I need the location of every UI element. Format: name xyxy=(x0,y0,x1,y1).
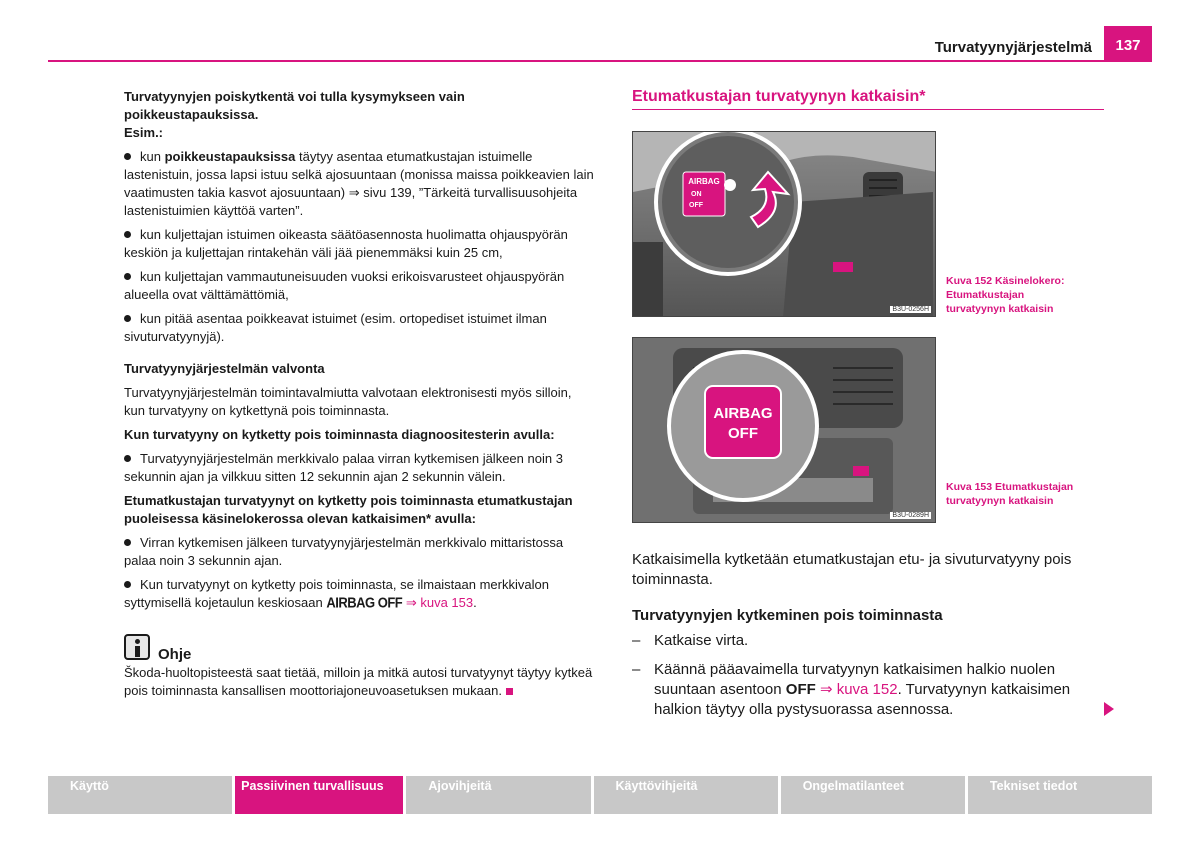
bullet-text-pre: kun xyxy=(140,149,165,164)
glovebox-illustration xyxy=(633,132,936,317)
list-item xyxy=(124,148,596,220)
page-number: 137 xyxy=(1104,26,1152,62)
footer-nav xyxy=(48,776,1152,814)
page-header xyxy=(48,24,1152,62)
bullet-icon xyxy=(124,455,131,462)
right-sub-heading: Turvatyynyjen kytkeminen pois toiminnasta xyxy=(632,607,943,624)
right-column xyxy=(632,88,1104,110)
figure-152-image xyxy=(632,131,936,317)
list-item xyxy=(124,534,596,570)
bullet-text: kun kuljettajan istuimen oikeasta säätöasennosta huolimatta ohjauspyörän keskiön ja kuljettajan rintakehän väli jää pienemmäksi kuin 25 cm, xyxy=(124,227,568,260)
dashboard-illustration xyxy=(633,338,936,523)
info-icon xyxy=(124,634,150,660)
step-1 xyxy=(632,631,1102,651)
right-heading: Etumatkustajan turvatyynyn katkaisin* xyxy=(632,88,1104,110)
step-2 xyxy=(632,660,1102,720)
step-2-text xyxy=(654,660,1102,720)
figure-code: B3U-0289H xyxy=(892,512,929,519)
list-item xyxy=(124,268,596,304)
diag-heading: Kun turvatyyny on kytketty pois toiminnasta diagnoositesterin avulla: xyxy=(124,427,555,442)
bullet-text: Virran kytkemisen jälkeen turvatyynyjärjestelmän merkkivalo mittaristossa palaa noin 3 sekunnin ajan. xyxy=(124,535,564,568)
bullet-text: täytyy asentaa etumatkustajan istuimelle lastenistuin, jossa lapsi istuu selkä ajosuuntaan (monissa maissa poikkeavien lain vaatimusten takia kasvot ajosuuntaan) ⇒ sivu 139, ”Tärkeitä turvallisuusohjeita lastenistuimien käyttöä varten”. xyxy=(124,149,594,218)
bullet-text: kun kuljettajan vammautuneisuuden vuoksi erikoisvarusteet ohjauspyörän alueella ovat välttämättömiä, xyxy=(124,269,565,302)
note-text xyxy=(124,664,596,700)
figure-153-image xyxy=(632,337,936,523)
end-mark-icon xyxy=(506,688,513,695)
figure-152-caption: Kuva 152 Käsinelokero: Etumatkustajan turvatyynyn katkaisin xyxy=(946,275,1065,315)
intro-line1: Turvatyynyjen poiskytkentä voi tulla kysymykseen vain poikkeustapauksissa. xyxy=(124,89,465,122)
left-column xyxy=(124,88,596,706)
section-title: Turvatyynyjärjestelmä xyxy=(934,39,1092,56)
note-header xyxy=(124,634,596,663)
bullet-text-end: . xyxy=(473,595,477,610)
bullet-text: Turvatyynyjärjestelmän merkkivalo palaa virran kytkemisen jälkeen noin 3 sekunnin ajan ja vilkkuu sitten 12 sekunnin ajan 2 sekunnin välein. xyxy=(124,451,563,484)
bullet-icon xyxy=(124,315,131,322)
airbag-off-symbol: AIRBAG OFF xyxy=(326,594,403,611)
bullet-icon xyxy=(124,539,131,546)
monitoring-heading: Turvatyynyjärjestelmän valvonta xyxy=(124,361,325,376)
list-item xyxy=(124,310,596,346)
bullet-icon xyxy=(124,153,131,160)
bullet-icon xyxy=(124,581,131,588)
step-dash: – xyxy=(632,661,641,678)
step-2-pre: Käännä pääavaimella turvatyynyn katkaisimen halkio nuolen suuntaan asentoon xyxy=(654,661,1056,698)
bullet-icon xyxy=(124,231,131,238)
tab-tekniset-tiedot[interactable]: Tekniset tiedot xyxy=(968,776,1152,814)
intro-line2: Esim.: xyxy=(124,125,164,140)
tab-passiivinen-turvallisuus[interactable]: Passiivinen turvallisuus xyxy=(235,776,403,814)
next-page-arrow-icon[interactable] xyxy=(1104,702,1114,716)
tab-kaytto[interactable]: Käyttö xyxy=(48,776,232,814)
bullet-text: Kun turvatyynyt on kytketty pois toiminnasta, se ilmaistaan merkkivalon syttymisellä kojetaulun keskiosaan xyxy=(124,577,549,610)
header-rule xyxy=(48,60,1152,62)
figure-link-153[interactable]: ⇒ kuva 153 xyxy=(405,595,474,610)
bullet-icon xyxy=(124,273,131,280)
figure-link-152[interactable]: ⇒ kuva 152 xyxy=(819,681,898,698)
figure-153-caption: Kuva 153 Etumatkustajan turvatyynyn katkaisin xyxy=(946,481,1074,507)
fig1-off-label: OFF xyxy=(689,202,703,209)
right-body-text: Katkaisimella kytketään etumatkustajan etu- ja sivuturvatyyny pois toiminnasta. xyxy=(632,551,1072,588)
bullet-text-bold: poikkeustapauksissa xyxy=(164,149,296,164)
list-item xyxy=(124,450,596,486)
monitoring-text: Turvatyynyjärjestelmän toimintavalmiutta valvotaan elektronisesti myös silloin, kun turvatyyny on kytkettynä pois toiminnasta. xyxy=(124,385,572,418)
step-dash: – xyxy=(632,632,641,649)
step-2-post: . Turvatyynyn katkaisimen halkion täytyy olla pystysuorassa asennossa. xyxy=(654,681,1071,718)
tab-kayttovihjeita[interactable]: Käyttövihjeitä xyxy=(594,776,778,814)
note-title: Ohje xyxy=(158,646,192,663)
intro-text xyxy=(124,88,596,142)
fig1-airbag-label: AIRBAG xyxy=(688,177,720,186)
figure-code: B3U-0256H xyxy=(892,306,929,313)
list-item xyxy=(124,576,596,612)
list-item xyxy=(124,226,596,262)
fig1-on-label: ON xyxy=(691,191,702,198)
switch-heading: Etumatkustajan turvatyynyt on kytketty pois toiminnasta etumatkustajan puoleisessa käsinelokerossa olevan katkaisimen* avulla: xyxy=(124,493,573,526)
fig2-airbag-label: AIRBAG xyxy=(713,405,773,422)
tab-ajovihjeita[interactable]: Ajovihjeitä xyxy=(406,776,590,814)
tab-ongelmatilanteet[interactable]: Ongelmatilanteet xyxy=(781,776,965,814)
step-1-text: Katkaise virta. xyxy=(654,632,749,649)
fig2-off-label: OFF xyxy=(728,425,758,442)
step-2-bold: OFF xyxy=(785,681,816,698)
bullet-text: kun pitää asentaa poikkeavat istuimet (esim. ortopediset istuimet ilman sivuturvatyynyjä). xyxy=(124,311,547,344)
note-body: Škoda-huoltopisteestä saat tietää, milloin ja mitkä autosi turvatyynyt täytyy kytkeä pois toiminnasta kansallisen moottoriajoneuvoasetuksen mukaan. xyxy=(124,665,593,698)
